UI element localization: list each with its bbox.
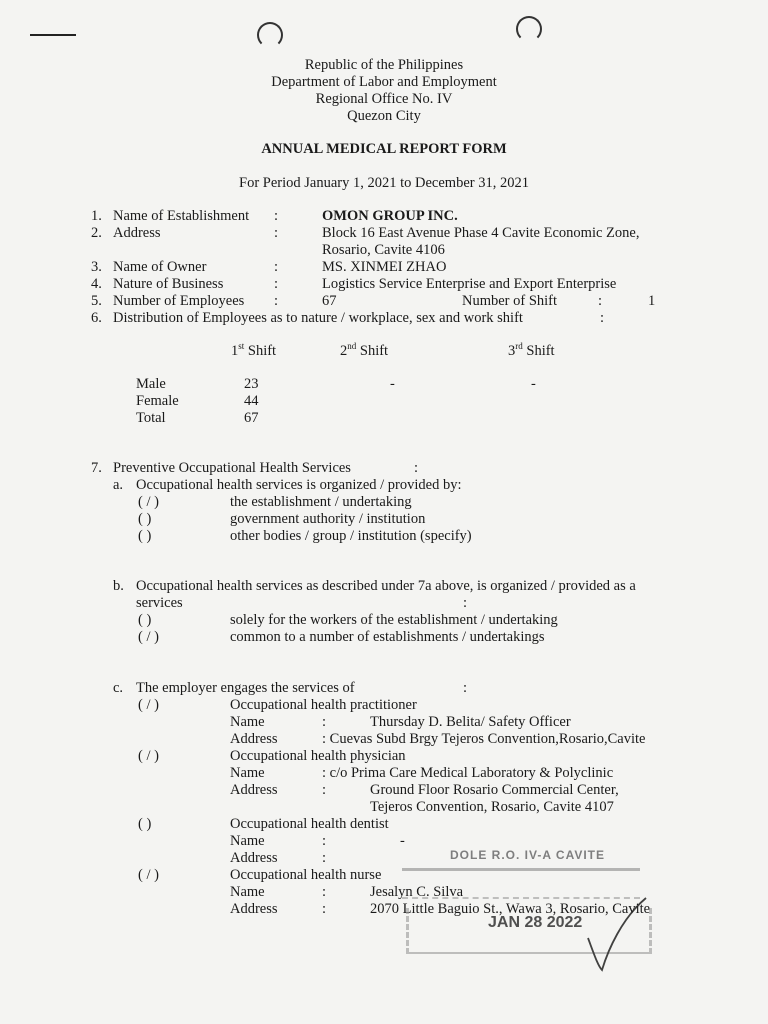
checkbox-mark: ( )	[138, 511, 152, 527]
option-text: the establishment / undertaking	[230, 494, 412, 510]
option-text: other bodies / group / institution (specify)	[230, 528, 472, 544]
section7b-text-line2: services	[136, 595, 183, 611]
row-label: Male	[136, 376, 166, 392]
establishment-label: Name of Establishment	[113, 208, 250, 224]
owner-value: MS. XINMEI ZHAO	[322, 259, 447, 275]
checkbox-mark: ( / )	[138, 629, 159, 645]
checkbox-mark: ( / )	[138, 867, 159, 883]
option-text: common to a number of establishments / undertakings	[230, 629, 545, 645]
item-number: 2.	[91, 225, 102, 241]
shift-1-header: 1st Shift	[231, 341, 277, 359]
address-label: Address	[230, 782, 278, 798]
header-regional-office: Regional Office No. IV	[315, 91, 453, 107]
option-text: solely for the workers of the establishment / undertaking	[230, 612, 558, 628]
address-label: Address	[113, 225, 161, 241]
practitioner-name: Thursday D. Belita/ Safety Officer	[370, 714, 571, 730]
colon: :	[322, 901, 327, 917]
colon: :	[274, 208, 279, 224]
colon: :	[414, 460, 419, 476]
checkbox-mark: ( )	[138, 816, 152, 832]
nurse-title: Occupational health nurse	[230, 867, 382, 883]
business-value: Logistics Service Enterprise and Export Enterprise	[322, 276, 617, 292]
sub-letter: c.	[113, 680, 124, 696]
colon: :	[274, 293, 279, 309]
checkbox-mark: ( / )	[138, 494, 159, 510]
item-number: 1.	[91, 208, 102, 224]
address-label: Address	[230, 850, 278, 866]
received-stamp	[402, 840, 654, 972]
name-label: Name	[230, 884, 265, 900]
signature-mark	[582, 894, 652, 972]
stamp-office: DOLE R.O. IV-A CAVITE	[450, 848, 606, 862]
colon: :	[322, 714, 327, 730]
punch-hole-left	[257, 22, 283, 48]
checkbox-mark: ( / )	[138, 748, 159, 764]
employees-label: Number of Employees	[113, 293, 245, 309]
sub-letter: b.	[113, 578, 124, 594]
row-label: Total	[136, 410, 166, 426]
colon: :	[322, 850, 327, 866]
owner-label: Name of Owner	[113, 259, 207, 275]
address-value-line2: Rosario, Cavite 4106	[322, 242, 445, 258]
name-label: Name	[230, 833, 265, 849]
colon: :	[274, 276, 279, 292]
address-value: Block 16 East Avenue Phase 4 Cavite Economic Zone,	[322, 225, 640, 241]
physician-address-line2: Tejeros Convention, Rosario, Cavite 4107	[370, 799, 614, 815]
item-number: 6.	[91, 310, 102, 326]
colon: :	[322, 884, 327, 900]
distribution-label: Distribution of Employees as to nature / workplace, sex and work shift	[113, 310, 523, 326]
colon: :	[600, 310, 605, 326]
option-text: government authority / institution	[230, 511, 426, 527]
colon: :	[598, 293, 603, 309]
name-label: Name	[230, 765, 265, 781]
header-department: Department of Labor and Employment	[271, 74, 497, 90]
row-shift3-value: -	[531, 376, 536, 392]
colon: :	[274, 259, 279, 275]
nurse-address: 2070 Little Baguio St., Wawa 3, Rosario, Cavite	[370, 901, 651, 917]
address-label: Address	[230, 901, 278, 917]
punch-hole-right	[516, 16, 542, 42]
stamp-date: JAN 28 2022	[488, 914, 583, 931]
address-label: Address	[230, 731, 278, 747]
top-left-mark	[30, 34, 76, 36]
dentist-title: Occupational health dentist	[230, 816, 389, 832]
item-number: 5.	[91, 293, 102, 309]
business-label: Nature of Business	[113, 276, 224, 292]
checkbox-mark: ( / )	[138, 697, 159, 713]
checkbox-mark: ( )	[138, 612, 152, 628]
colon: :	[274, 225, 279, 241]
form-title: ANNUAL MEDICAL REPORT FORM	[261, 141, 507, 157]
row-shift1-value: 67	[244, 410, 259, 426]
practitioner-title: Occupational health practitioner	[230, 697, 417, 713]
practitioner-address: : Cuevas Subd Brgy Tejeros Convention,Rosario,Cavite	[322, 731, 646, 747]
establishment-value: OMON GROUP INC.	[322, 208, 458, 224]
name-label: Name	[230, 714, 265, 730]
row-shift1-value: 44	[244, 393, 259, 409]
item-number: 4.	[91, 276, 102, 292]
header-city: Quezon City	[347, 108, 421, 124]
item-number: 7.	[91, 460, 102, 476]
nurse-name: Jesalyn C. Silva	[370, 884, 464, 900]
section7b-text: Occupational health services as described under 7a above, is organized / provided as a	[136, 578, 636, 594]
row-shift1-value: 23	[244, 376, 259, 392]
item-number: 3.	[91, 259, 102, 275]
section7-title: Preventive Occupational Health Services	[113, 460, 351, 476]
dentist-name: -	[400, 833, 405, 849]
physician-name: : c/o Prima Care Medical Laboratory & Polyclinic	[322, 765, 614, 781]
colon: :	[463, 680, 468, 696]
section7a-text: Occupational health services is organized / provided by:	[136, 477, 462, 493]
shift-count-label: Number of Shift	[462, 293, 558, 309]
physician-title: Occupational health physician	[230, 748, 406, 764]
section7c-text: The employer engages the services of	[136, 680, 355, 696]
header-republic: Republic of the Philippines	[304, 57, 464, 73]
report-period: For Period January 1, 2021 to December 31, 2021	[239, 175, 529, 191]
row-label: Female	[136, 393, 179, 409]
employees-value: 67	[322, 293, 337, 309]
row-shift2-value: -	[390, 376, 395, 392]
colon: :	[322, 833, 327, 849]
sub-letter: a.	[113, 477, 124, 493]
physician-address: Ground Floor Rosario Commercial Center,	[370, 782, 619, 798]
shift-2-header: 2nd Shift	[340, 341, 389, 359]
checkbox-mark: ( )	[138, 528, 152, 544]
shift-3-header: 3rd Shift	[508, 341, 555, 359]
colon: :	[322, 782, 327, 798]
colon: :	[463, 595, 468, 611]
shift-count-value: 1	[648, 293, 656, 309]
